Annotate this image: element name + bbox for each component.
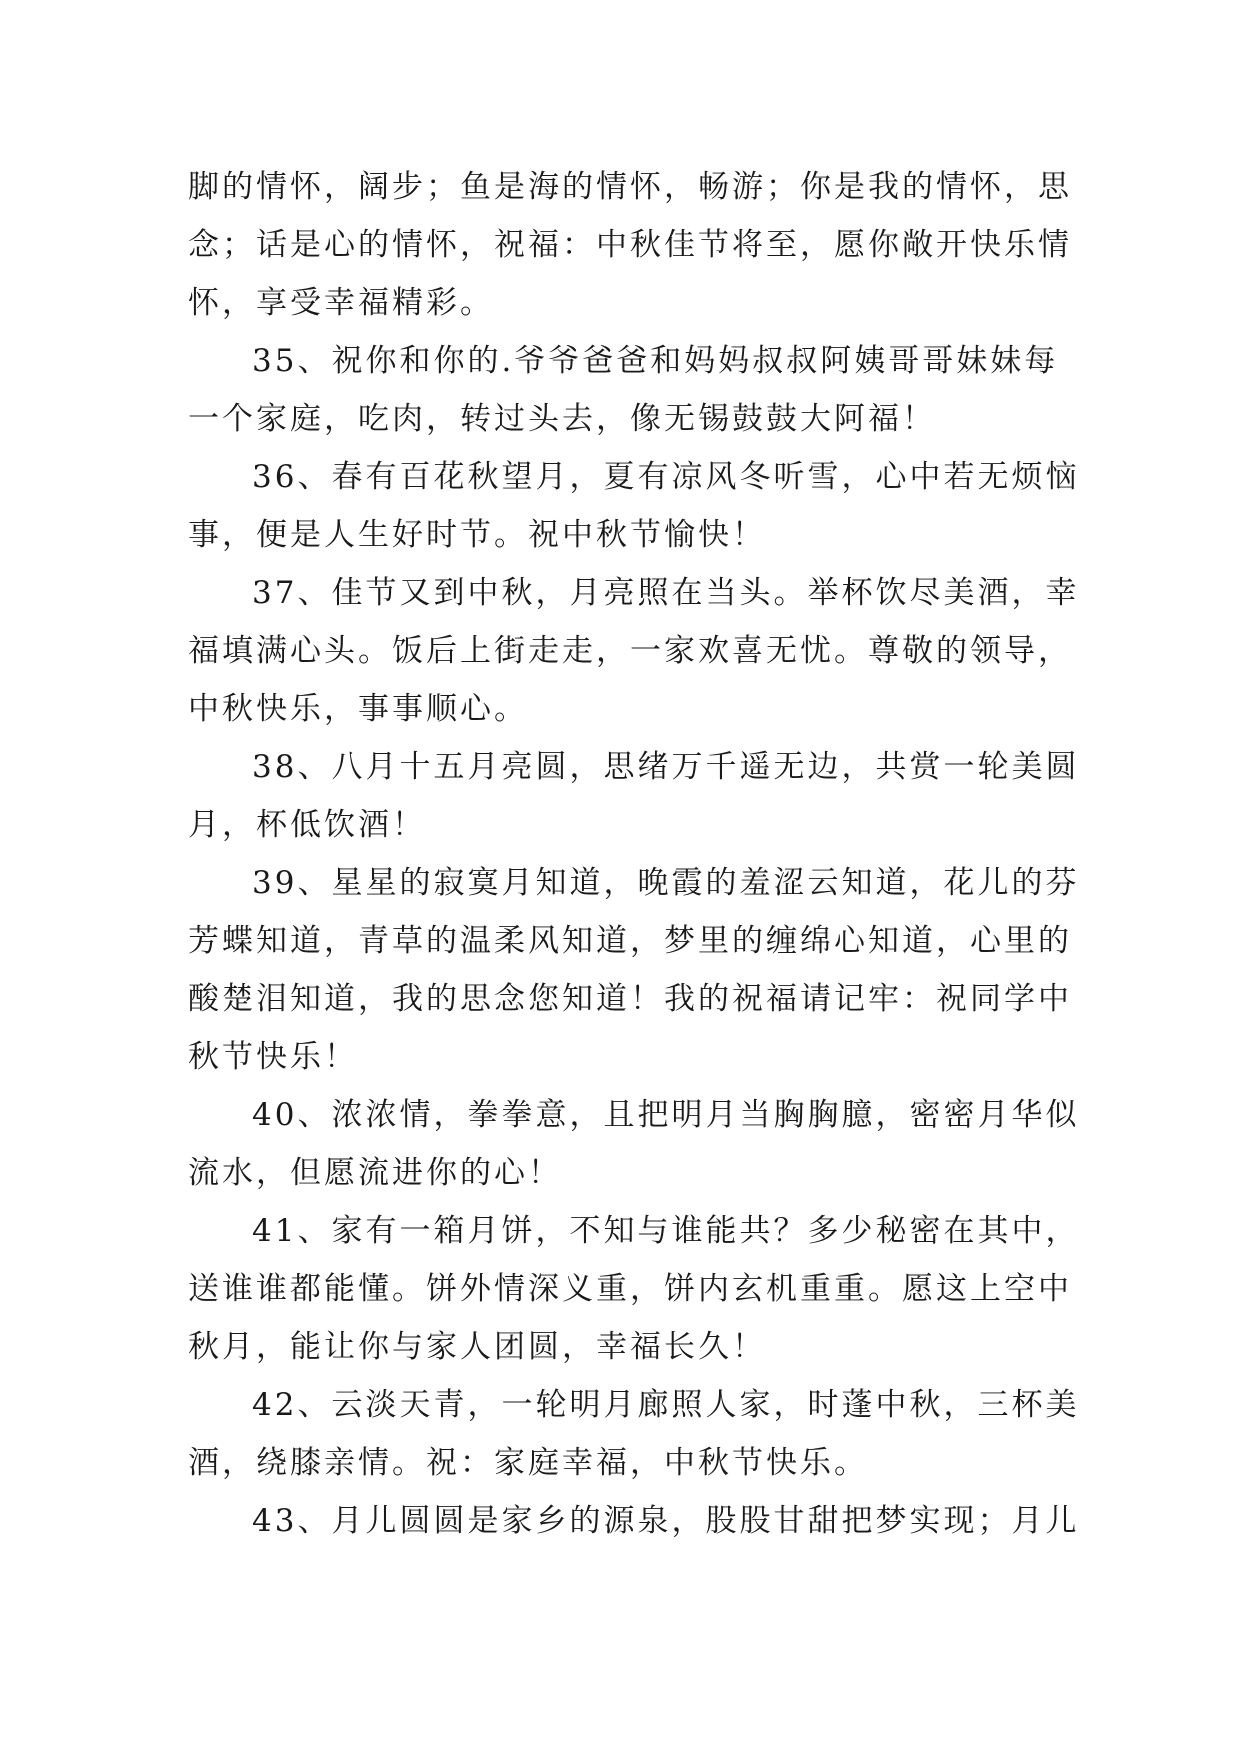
text-line: 38、八月十五月亮圆，思绪万千遥无边，共赏一轮美圆: [252, 749, 1080, 785]
text-line: 40、浓浓情，拳拳意，且把明月当胸胸臆，密密月华似: [252, 1097, 1080, 1133]
text-line: 秋月，能让你与家人团圆，幸福长久！: [188, 1329, 766, 1365]
paragraph: [188, 1086, 1080, 1202]
text-line: 月，杯低饮酒！: [188, 807, 426, 843]
text-line: 42、云淡天青，一轮明月廊照人家，时蓬中秋，三杯美: [252, 1387, 1080, 1423]
document-body: [188, 158, 1080, 1550]
text-line: 一个家庭，吃肉，转过头去，像无锡鼓鼓大阿福！: [188, 401, 936, 437]
text-line: 43、月儿圆圆是家乡的源泉，股股甘甜把梦实现；月儿: [252, 1503, 1080, 1539]
text-line: 脚的情怀，阔步；鱼是海的情怀，畅游；你是我的情怀，思: [188, 169, 1072, 205]
text-line: 送谁谁都能懂。饼外情深义重，饼内玄机重重。愿这上空中: [188, 1271, 1072, 1307]
text-line: 酸楚泪知道，我的思念您知道！我的祝福请记牢：祝同学中: [188, 981, 1072, 1017]
paragraph: [188, 854, 1080, 1086]
text-line: 37、佳节又到中秋，月亮照在当头。举杯饮尽美酒，幸: [252, 575, 1080, 611]
text-line: 秋节快乐！: [188, 1039, 358, 1075]
paragraph: [188, 158, 1072, 332]
text-line: 39、星星的寂寞月知道，晚霞的羞涩云知道，花儿的芬: [252, 865, 1080, 901]
paragraph: [188, 1492, 1080, 1550]
text-line: 36、春有百花秋望月，夏有凉风冬听雪，心中若无烦恼: [252, 459, 1080, 495]
paragraph: [188, 564, 1080, 738]
text-line: 41、家有一箱月饼，不知与谁能共？多少秘密在其中，: [252, 1213, 1080, 1249]
paragraph: [188, 738, 1080, 854]
paragraph: [188, 1202, 1080, 1376]
paragraph: [188, 448, 1080, 564]
text-line: 事，便是人生好时节。祝中秋节愉快！: [188, 517, 766, 553]
text-line: 福填满心头。饭后上街走走，一家欢喜无忧。尊敬的领导，: [188, 633, 1072, 669]
text-line: 念；话是心的情怀，祝福：中秋佳节将至，愿你敞开快乐情: [188, 227, 1072, 263]
paragraph: [188, 332, 1068, 448]
text-line: 芳蝶知道，青草的温柔风知道，梦里的缠绵心知道，心里的: [188, 923, 1072, 959]
text-line: 流水，但愿流进你的心！: [188, 1155, 562, 1191]
text-line: 中秋快乐，事事顺心。: [188, 691, 528, 727]
paragraph: [188, 1376, 1080, 1492]
text-line: 酒，绕膝亲情。祝：家庭幸福，中秋节快乐。: [188, 1445, 868, 1481]
text-line: 怀，享受幸福精彩。: [188, 285, 494, 321]
text-line: 35、祝你和你的.爷爷爸爸和妈妈叔叔阿姨哥哥妹妹每: [252, 343, 1059, 379]
